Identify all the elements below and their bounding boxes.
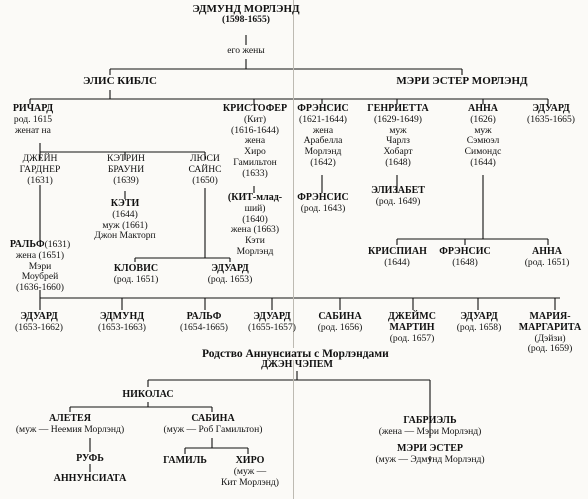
node-grandchild-ralf: РАЛЬФ (1654-1665) — [180, 311, 228, 333]
node-grandchild-eduard-3: ЭДУАРД (род. 1658) — [456, 311, 502, 333]
node-kit-junior: (КИТ-млад- ший) (1640) жена (1663) Кэти Морлэнд — [227, 192, 283, 257]
section-title-annunsiata: Родство Аннунсиаты с Морлэндами — [202, 348, 389, 360]
node-jane-gardner: ДЖЕЙН ГАРДНЕР (1631) — [19, 153, 61, 186]
node-edmund-morland: ЭДМУНД МОРЛЭНД (1598-1655) — [192, 3, 300, 25]
node-katrin-brauni: КЭТРИН БРАУНИ (1639) — [107, 153, 145, 186]
node-aletea: АЛЕТЕЯ (муж — Неемия Морлэнд) — [15, 413, 125, 435]
node-nikolas: НИКОЛАС — [122, 389, 174, 400]
node-keti: КЭТИ (1644) муж (1661) Джон Макторп — [94, 198, 156, 242]
node-krispian: КРИСПИАН (1644) — [368, 246, 427, 268]
node-hiro: ХИРО (муж — Кит Морлэнд) — [221, 455, 279, 488]
node-mary-ester-2: МЭРИ ЭСТЕР (муж — Эдмунд Морлэнд) — [375, 443, 485, 465]
node-annunsiata: АННУНСИАТА — [53, 473, 127, 484]
node-grandchild-james-martin: ДЖЕЙМС МАРТИН (род. 1657) — [388, 311, 436, 344]
node-elis-kibls: ЭЛИС КИБЛС — [83, 75, 157, 87]
page-fold — [293, 0, 294, 499]
node-john-chapem: ДЖЭН ЧЭПЕМ — [261, 359, 333, 370]
node-lusi-sains: ЛЮСИ САЙНС (1650) — [188, 153, 222, 186]
wives-label: его жены — [227, 45, 265, 56]
node-mary-ester: МЭРИ ЭСТЕР МОРЛЭНД — [396, 75, 528, 87]
node-gabriel: ГАБРИЭЛЬ (жена — Мэри Морлэнд) — [378, 415, 482, 437]
node-genrietta: ГЕНРИЕТТА (1629-1649) муж Чарлз Хобарт (1648) — [367, 103, 429, 168]
node-anna-2: АННА (род. 1651) — [524, 246, 570, 268]
node-eduard-1: ЭДУАРД (1635-1665) — [527, 103, 575, 125]
node-hamil: ГАМИЛЬ — [163, 455, 207, 466]
node-grandchild-sabina: САБИНА (род. 1656) — [317, 311, 363, 333]
node-grandchild-maria: МАРИЯ- МАРГАРИТА (Дэйзи) (род. 1659) — [518, 311, 582, 355]
node-frensis-1: ФРЭНСИС (1621-1644) жена Арабелла Морлэнд (1642) — [297, 103, 349, 168]
node-elizabet: ЭЛИЗАБЕТ (род. 1649) — [371, 185, 425, 207]
node-grandchild-edmund: ЭДМУНД (1653-1663) — [98, 311, 146, 333]
node-richard: РИЧАРД род. 1615 женат на — [12, 103, 54, 136]
node-klovis: КЛОВИС (род. 1651) — [113, 263, 159, 285]
node-sabina-2: САБИНА (муж — Роб Гамильтон) — [163, 413, 263, 435]
node-frensis-2: ФРЭНСИС (род. 1643) — [297, 192, 349, 214]
node-anna-1: АННА (1626) муж Сэмюэл Симондс (1644) — [464, 103, 502, 168]
node-eduard-2: ЭДУАРД (род. 1653) — [207, 263, 253, 285]
node-grandchild-eduard: ЭДУАРД (1653-1662) — [15, 311, 63, 333]
node-grandchild-eduard-2: ЭДУАРД (1655-1657) — [248, 311, 296, 333]
node-frensis-3: ФРЭНСИС (1648) — [439, 246, 491, 268]
node-ruf: РУФЬ — [76, 453, 104, 464]
node-ralf-1: РАЛЬФ(1631) жена (1651) Мэри Моубрей (1636-1660) — [9, 239, 71, 294]
node-kristofer: КРИСТОФЕР (Кит) (1616-1644) жена Хиро Гамильтон (1633) — [222, 103, 288, 179]
